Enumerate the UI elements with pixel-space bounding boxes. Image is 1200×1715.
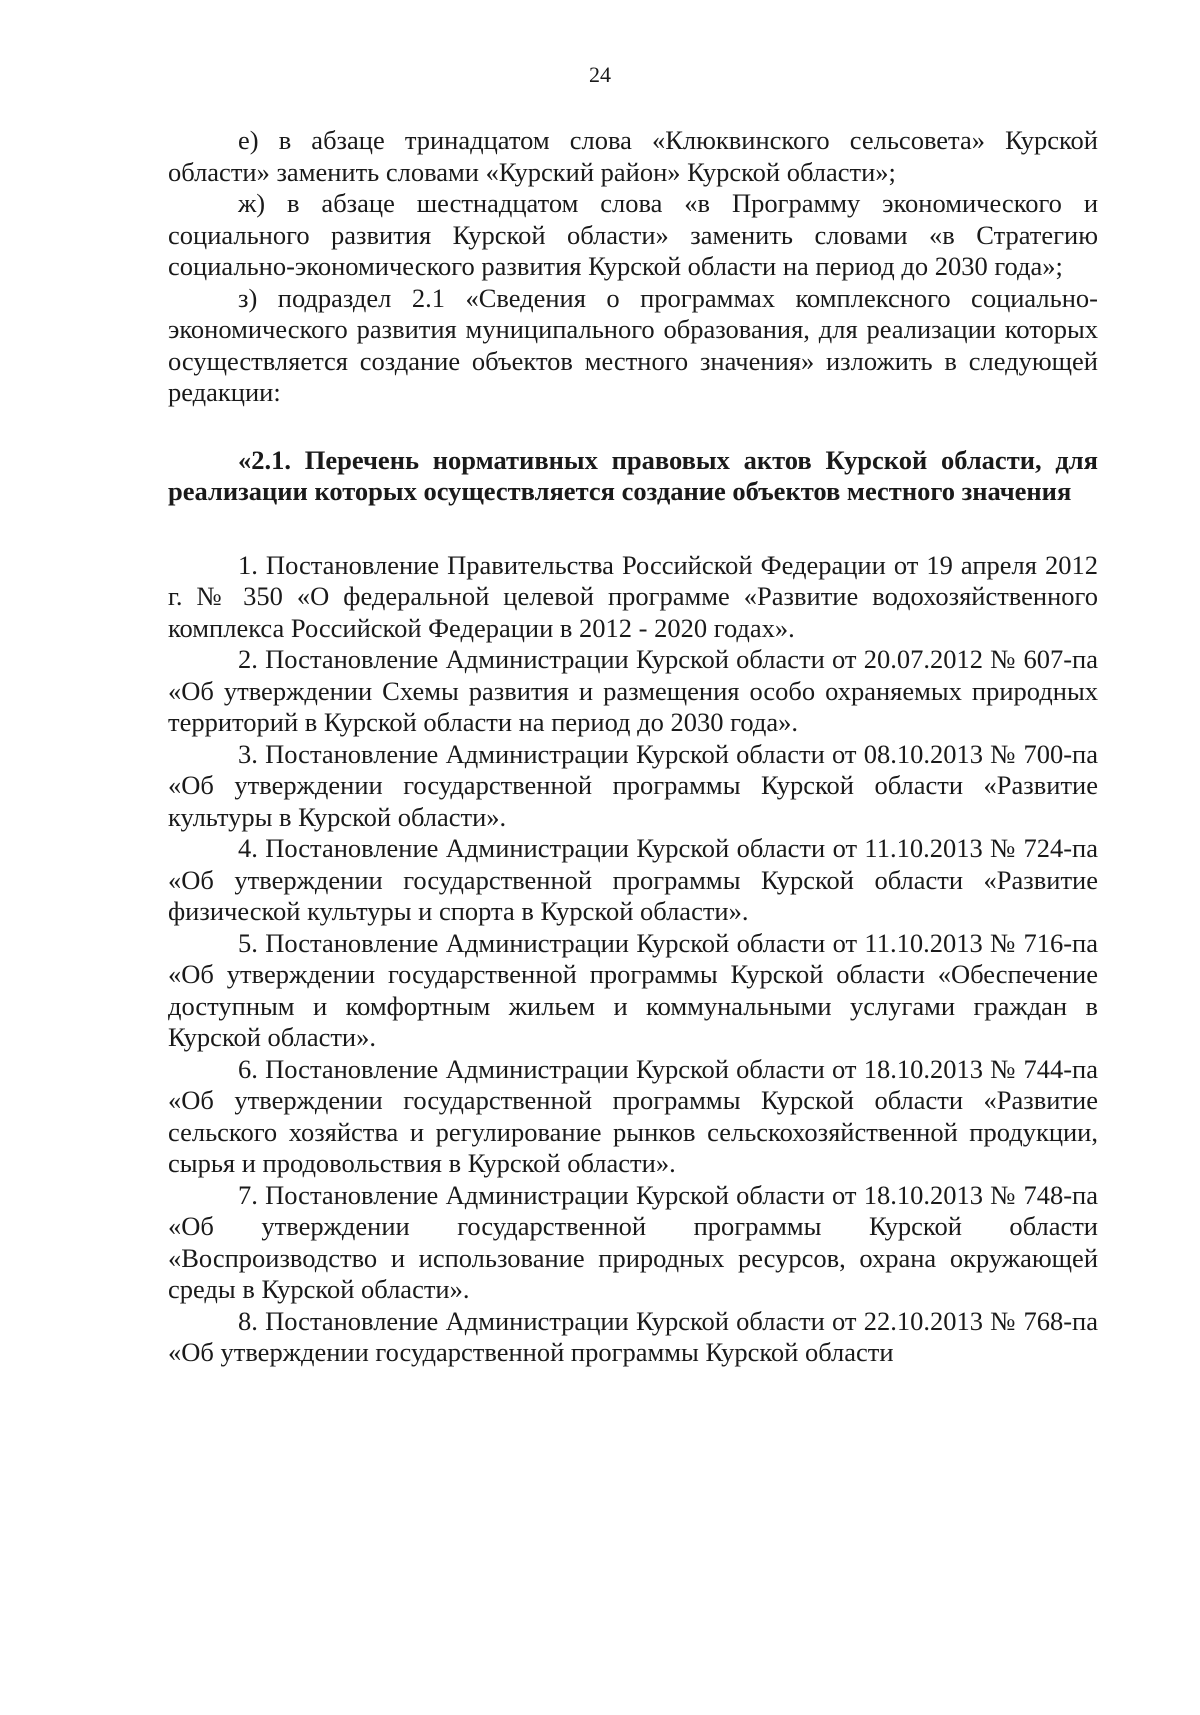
list-item: 6. Постановление Администрации Курской области от 18.10.2013 № 744-па «Об утверждении государственной программы Курской области «Развитие сельского хозяйства и регулирование рынков сельскохозяйственной продукции, сырья и продовольствия в Курской области». bbox=[168, 1053, 1098, 1178]
page-number: 24 bbox=[589, 62, 611, 87]
list-item: 8. Постановление Администрации Курской области от 22.10.2013 № 768-па «Об утверждении государственной программы Курской области bbox=[168, 1305, 1098, 1367]
paragraph-zh: ж) в абзаце шестнадцатом слова «в Программу экономического и социального развития Курской области» заменить словами «в Стратегию социально-экономического развития Курской области на период до 2030 года»; bbox=[168, 188, 1098, 281]
document-body bbox=[168, 125, 1098, 1369]
list-item: 4. Постановление Администрации Курской области от 11.10.2013 № 724-па «Об утверждении государственной программы Курской области «Развитие физической культуры и спорта в Курской области». bbox=[168, 833, 1098, 926]
list-item: 7. Постановление Администрации Курской области от 18.10.2013 № 748-па «Об утверждении государственной программы Курской области «Воспроизводство и использование природных ресурсов, охрана окружающей среды в Курской области». bbox=[168, 1179, 1098, 1304]
list-item: 2. Постановление Администрации Курской области от 20.07.2012 № 607-па «Об утверждении Схемы развития и размещения особо охраняемых природных территорий в Курской области на период до 2030 года». bbox=[168, 644, 1098, 737]
paragraph-z: з) подраздел 2.1 «Сведения о программах комплексного социально-экономического развития муниципального образования, для реализации которых осуществляется создание объектов местного значения» изложить в следующей редакции: bbox=[168, 282, 1098, 407]
spacer bbox=[168, 409, 1098, 445]
list-item: 1. Постановление Правительства Российской Федерации от 19 апреля 2012 г. № 350 «О федеральной целевой программе «Развитие водохозяйственного комплекса Российской Федерации в 2012 - 2020 годах». bbox=[168, 549, 1098, 643]
section-heading: «2.1. Перечень нормативных правовых актов Курской области, для реализации которых осуществляется создание объектов местного значения bbox=[168, 444, 1098, 506]
list-item: 5. Постановление Администрации Курской области от 11.10.2013 № 716-па «Об утверждении государственной программы Курской области «Обеспечение доступным и комфортным жильем и коммунальными услугами граждан в Курской области». bbox=[168, 927, 1098, 1052]
paragraph-e: е) в абзаце тринадцатом слова «Клюквинского сельсовета» Курской области» заменить словами «Курский район» Курской области»; bbox=[168, 125, 1098, 187]
list-item: 3. Постановление Администрации Курской области от 08.10.2013 № 700-па «Об утверждении государственной программы Курской области «Развитие культуры в Курской области». bbox=[168, 738, 1098, 832]
spacer bbox=[168, 508, 1098, 550]
